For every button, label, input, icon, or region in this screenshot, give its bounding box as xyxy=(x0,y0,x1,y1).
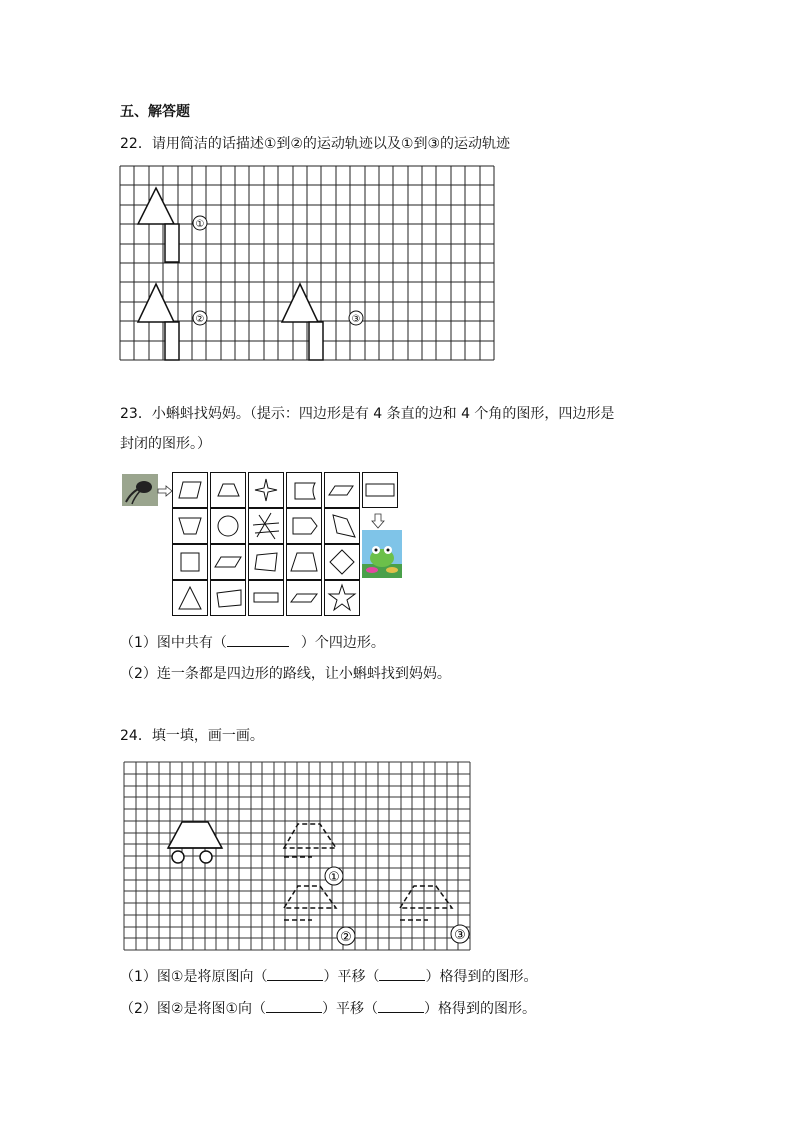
question-24-grid-figure xyxy=(124,762,472,952)
sub1-a: （1）图①是将原图向（ xyxy=(120,969,268,985)
label-3: ③ xyxy=(351,314,361,325)
mother-frog-image xyxy=(362,530,402,578)
shape-cell[interactable] xyxy=(324,580,360,616)
arrow-stem-1 xyxy=(165,224,179,262)
question-23-line2: 封闭的图形。） xyxy=(120,436,211,452)
sub2-b: ）平移（ xyxy=(322,1001,379,1017)
shape-cell[interactable] xyxy=(286,472,322,508)
shape-cell[interactable] xyxy=(286,508,322,544)
arrow-stem-2 xyxy=(165,322,179,360)
shape-cell[interactable] xyxy=(172,472,208,508)
shape-cell[interactable] xyxy=(248,580,284,616)
shape-cell[interactable] xyxy=(248,472,284,508)
question-23-line1: 23．小蝌蚪找妈妈。（提示：四边形是有 4 条直的边和 4 个角的图形，四边形是 xyxy=(120,406,615,422)
question-22-text: 22．请用简洁的话描述①到②的运动轨迹以及①到③的运动轨迹 xyxy=(120,136,511,152)
label-1: ① xyxy=(195,219,205,230)
answer-blank-direction[interactable] xyxy=(266,998,322,1013)
shape-cell[interactable] xyxy=(172,508,208,544)
shape-cell[interactable] xyxy=(362,472,398,508)
question-23-sub2: （2）连一条都是四边形的路线，让小蝌蚪找到妈妈。 xyxy=(120,666,451,682)
original-car-wheel xyxy=(172,851,184,863)
section-title: 五、解答题 xyxy=(120,104,190,120)
sub1-after: ）个四边形。 xyxy=(300,635,385,651)
original-car-body xyxy=(168,822,222,848)
question-24-sub2 xyxy=(120,998,536,1019)
sub2-a: （2）图②是将图①向（ xyxy=(120,1001,267,1017)
answer-blank-count[interactable] xyxy=(227,632,289,647)
sub1-b: ）平移（ xyxy=(323,969,380,985)
arrow-shape-2 xyxy=(138,284,174,322)
arrow-shape-3 xyxy=(282,284,318,322)
answer-blank-steps[interactable] xyxy=(379,966,425,981)
label-2: ② xyxy=(195,314,205,325)
shape-cell[interactable] xyxy=(210,472,246,508)
sub1-before: （1）图中共有（ xyxy=(120,635,227,651)
tadpole-image xyxy=(122,474,158,506)
shape-cell[interactable] xyxy=(286,580,322,616)
question-24-sub1 xyxy=(120,966,537,987)
question-22-grid-figure xyxy=(120,166,496,362)
original-car-wheel xyxy=(200,851,212,863)
shape-cell[interactable] xyxy=(210,544,246,580)
label-3: ③ xyxy=(454,928,466,943)
answer-blank-direction[interactable] xyxy=(267,966,323,981)
shape-cell[interactable] xyxy=(248,544,284,580)
arrow-stem-3 xyxy=(309,322,323,360)
label-2: ② xyxy=(340,930,352,945)
arrow-shape-1 xyxy=(138,188,174,224)
answer-blank-steps[interactable] xyxy=(378,998,424,1013)
shape-cell[interactable] xyxy=(172,580,208,616)
shape-cell[interactable] xyxy=(172,544,208,580)
sub2-c: ）格得到的图形。 xyxy=(424,1001,537,1017)
question-24-text: 24．填一填，画一画。 xyxy=(120,728,264,744)
shape-cell[interactable] xyxy=(324,472,360,508)
arrow-down-icon xyxy=(372,514,384,528)
car-1-dashed xyxy=(284,824,336,857)
shape-cell[interactable] xyxy=(324,544,360,580)
shape-cell[interactable] xyxy=(210,580,246,616)
question-23-sub1 xyxy=(120,632,385,653)
shape-cell[interactable] xyxy=(324,508,360,544)
arrow-right-icon xyxy=(158,486,172,496)
shape-cell[interactable] xyxy=(248,508,284,544)
shape-cell[interactable] xyxy=(286,544,322,580)
sub1-c: ）格得到的图形。 xyxy=(425,969,538,985)
shape-cell[interactable] xyxy=(210,508,246,544)
label-1: ① xyxy=(328,870,340,885)
